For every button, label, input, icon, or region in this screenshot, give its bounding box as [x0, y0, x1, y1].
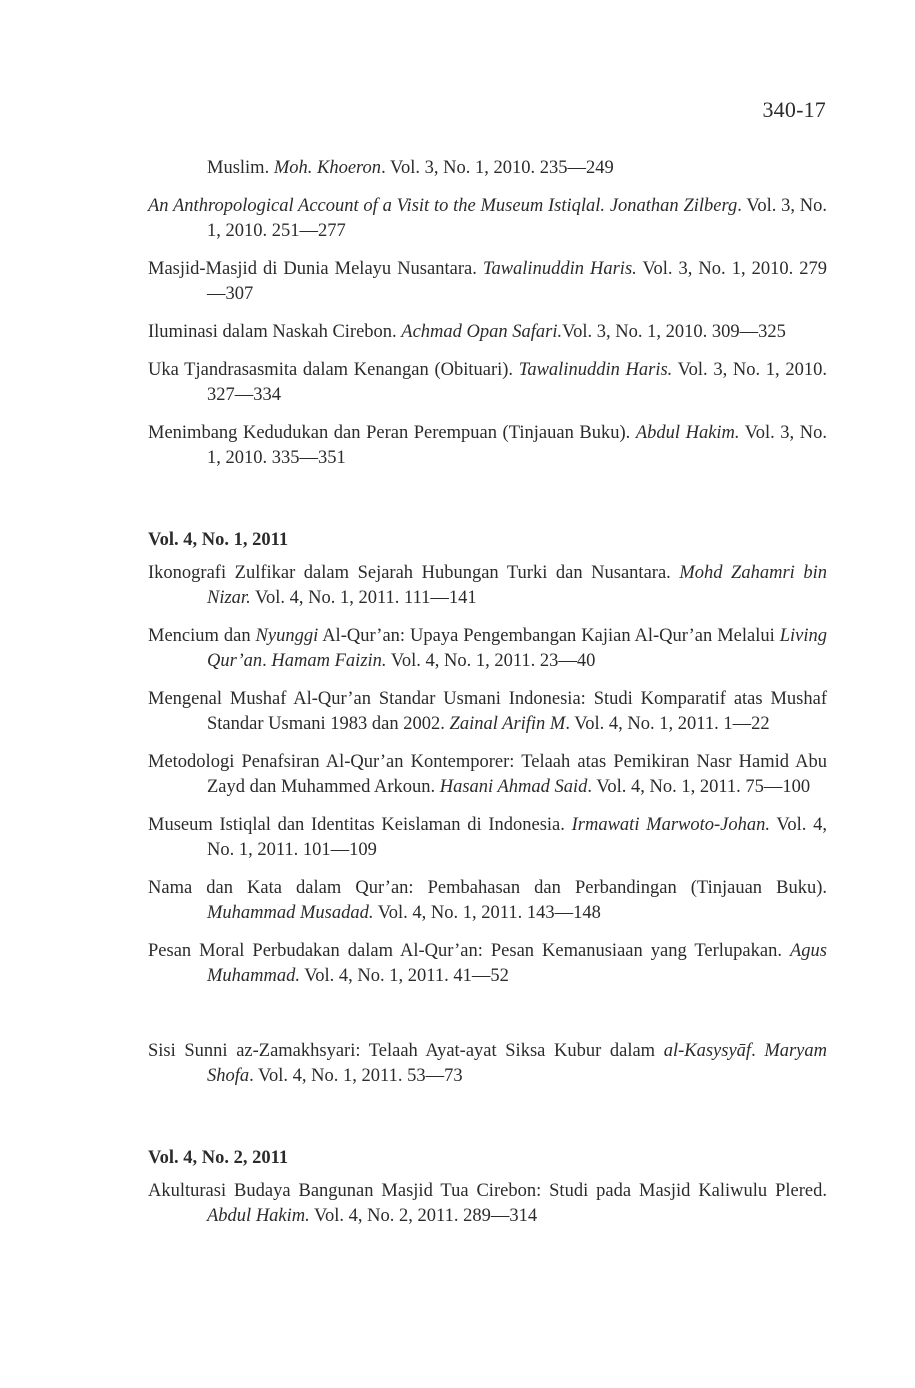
index-entry: Iluminasi dalam Naskah Cirebon. Achmad Opan Safari.Vol. 3, No. 1, 2010. 309—325 [148, 322, 786, 342]
index-entry: Mencium dan Nyunggi Al-Qur’an: Upaya Pengembangan Kajian Al-Qur’an Melalui Living Qur’an. Hamam Faizin. Vol. 4, No. 1, 2011. 23—40 [148, 626, 827, 671]
index-entry: Metodologi Penafsiran Al-Qur’an Kontemporer: Telaah atas Pemikiran Nasr Hamid Abu Zayd dan Muhammed Arkoun. Hasani Ahmad Said. Vol. 4, No. 1, 2011. 75—100 [148, 752, 827, 797]
index-entry: Pesan Moral Perbudakan dalam Al-Qur’an: Pesan Kemanusiaan yang Terlupakan. Agus Muhammad. Vol. 4, No. 1, 2011. 41—52 [148, 941, 827, 986]
page-number: 340-17 [762, 97, 826, 122]
section-heading: Vol. 4, No. 2, 2011 [148, 1148, 289, 1168]
section-vol4-no1 [148, 528, 827, 1089]
section-vol3-entries [148, 156, 827, 471]
section-vol4-no2 [148, 1146, 827, 1229]
index-entry: Uka Tjandrasasmita dalam Kenangan (Obituari). Tawalinuddin Haris. Vol. 3, No. 1, 2010. 327—334 [148, 360, 827, 405]
index-entry: Mengenal Mushaf Al-Qur’an Standar Usmani Indonesia: Studi Komparatif atas Mushaf Standar Usmani 1983 dan 2002. Zainal Arifin M. Vol. 4, No. 1, 2011. 1—22 [148, 689, 827, 734]
index-entry: Akulturasi Budaya Bangunan Masjid Tua Cirebon: Studi pada Masjid Kaliwulu Plered. Abdul Hakim. Vol. 4, No. 2, 2011. 289—314 [148, 1181, 827, 1226]
index-entry: Muslim. Moh. Khoeron. Vol. 3, No. 1, 2010. 235—249 [207, 158, 614, 178]
index-entry: Masjid-Masjid di Dunia Melayu Nusantara. Tawalinuddin Haris. Vol. 3, No. 1, 2010. 279—307 [148, 259, 828, 304]
index-entry: Sisi Sunni az-Zamakhsyari: Telaah Ayat-ayat Siksa Kubur dalam al-Kasysyāf. Maryam Shofa. Vol. 4, No. 1, 2011. 53—73 [148, 1041, 827, 1086]
index-entry: Museum Istiqlal dan Identitas Keislaman di Indonesia. Irmawati Marwoto-Johan. Vol. 4, No. 1, 2011. 101—109 [148, 815, 827, 860]
index-entry: An Anthropological Account of a Visit to the Museum Istiqlal. Jonathan Zilberg. Vol. 3, No. 1, 2010. 251—277 [148, 196, 828, 241]
index-entry: Ikonografi Zulfikar dalam Sejarah Hubungan Turki dan Nusantara. Mohd Zahamri bin Nizar. Vol. 4, No. 1, 2011. 111—141 [148, 563, 827, 608]
index-content [148, 156, 827, 1242]
section-heading: Vol. 4, No. 1, 2011 [148, 530, 289, 550]
index-entry: Menimbang Kedudukan dan Peran Perempuan (Tinjauan Buku). Abdul Hakim. Vol. 3, No. 1, 2010. 335—351 [148, 423, 827, 468]
index-entry: Nama dan Kata dalam Qur’an: Pembahasan dan Perbandingan (Tinjauan Buku). Muhammad Musadad. Vol. 4, No. 1, 2011. 143—148 [148, 878, 827, 923]
